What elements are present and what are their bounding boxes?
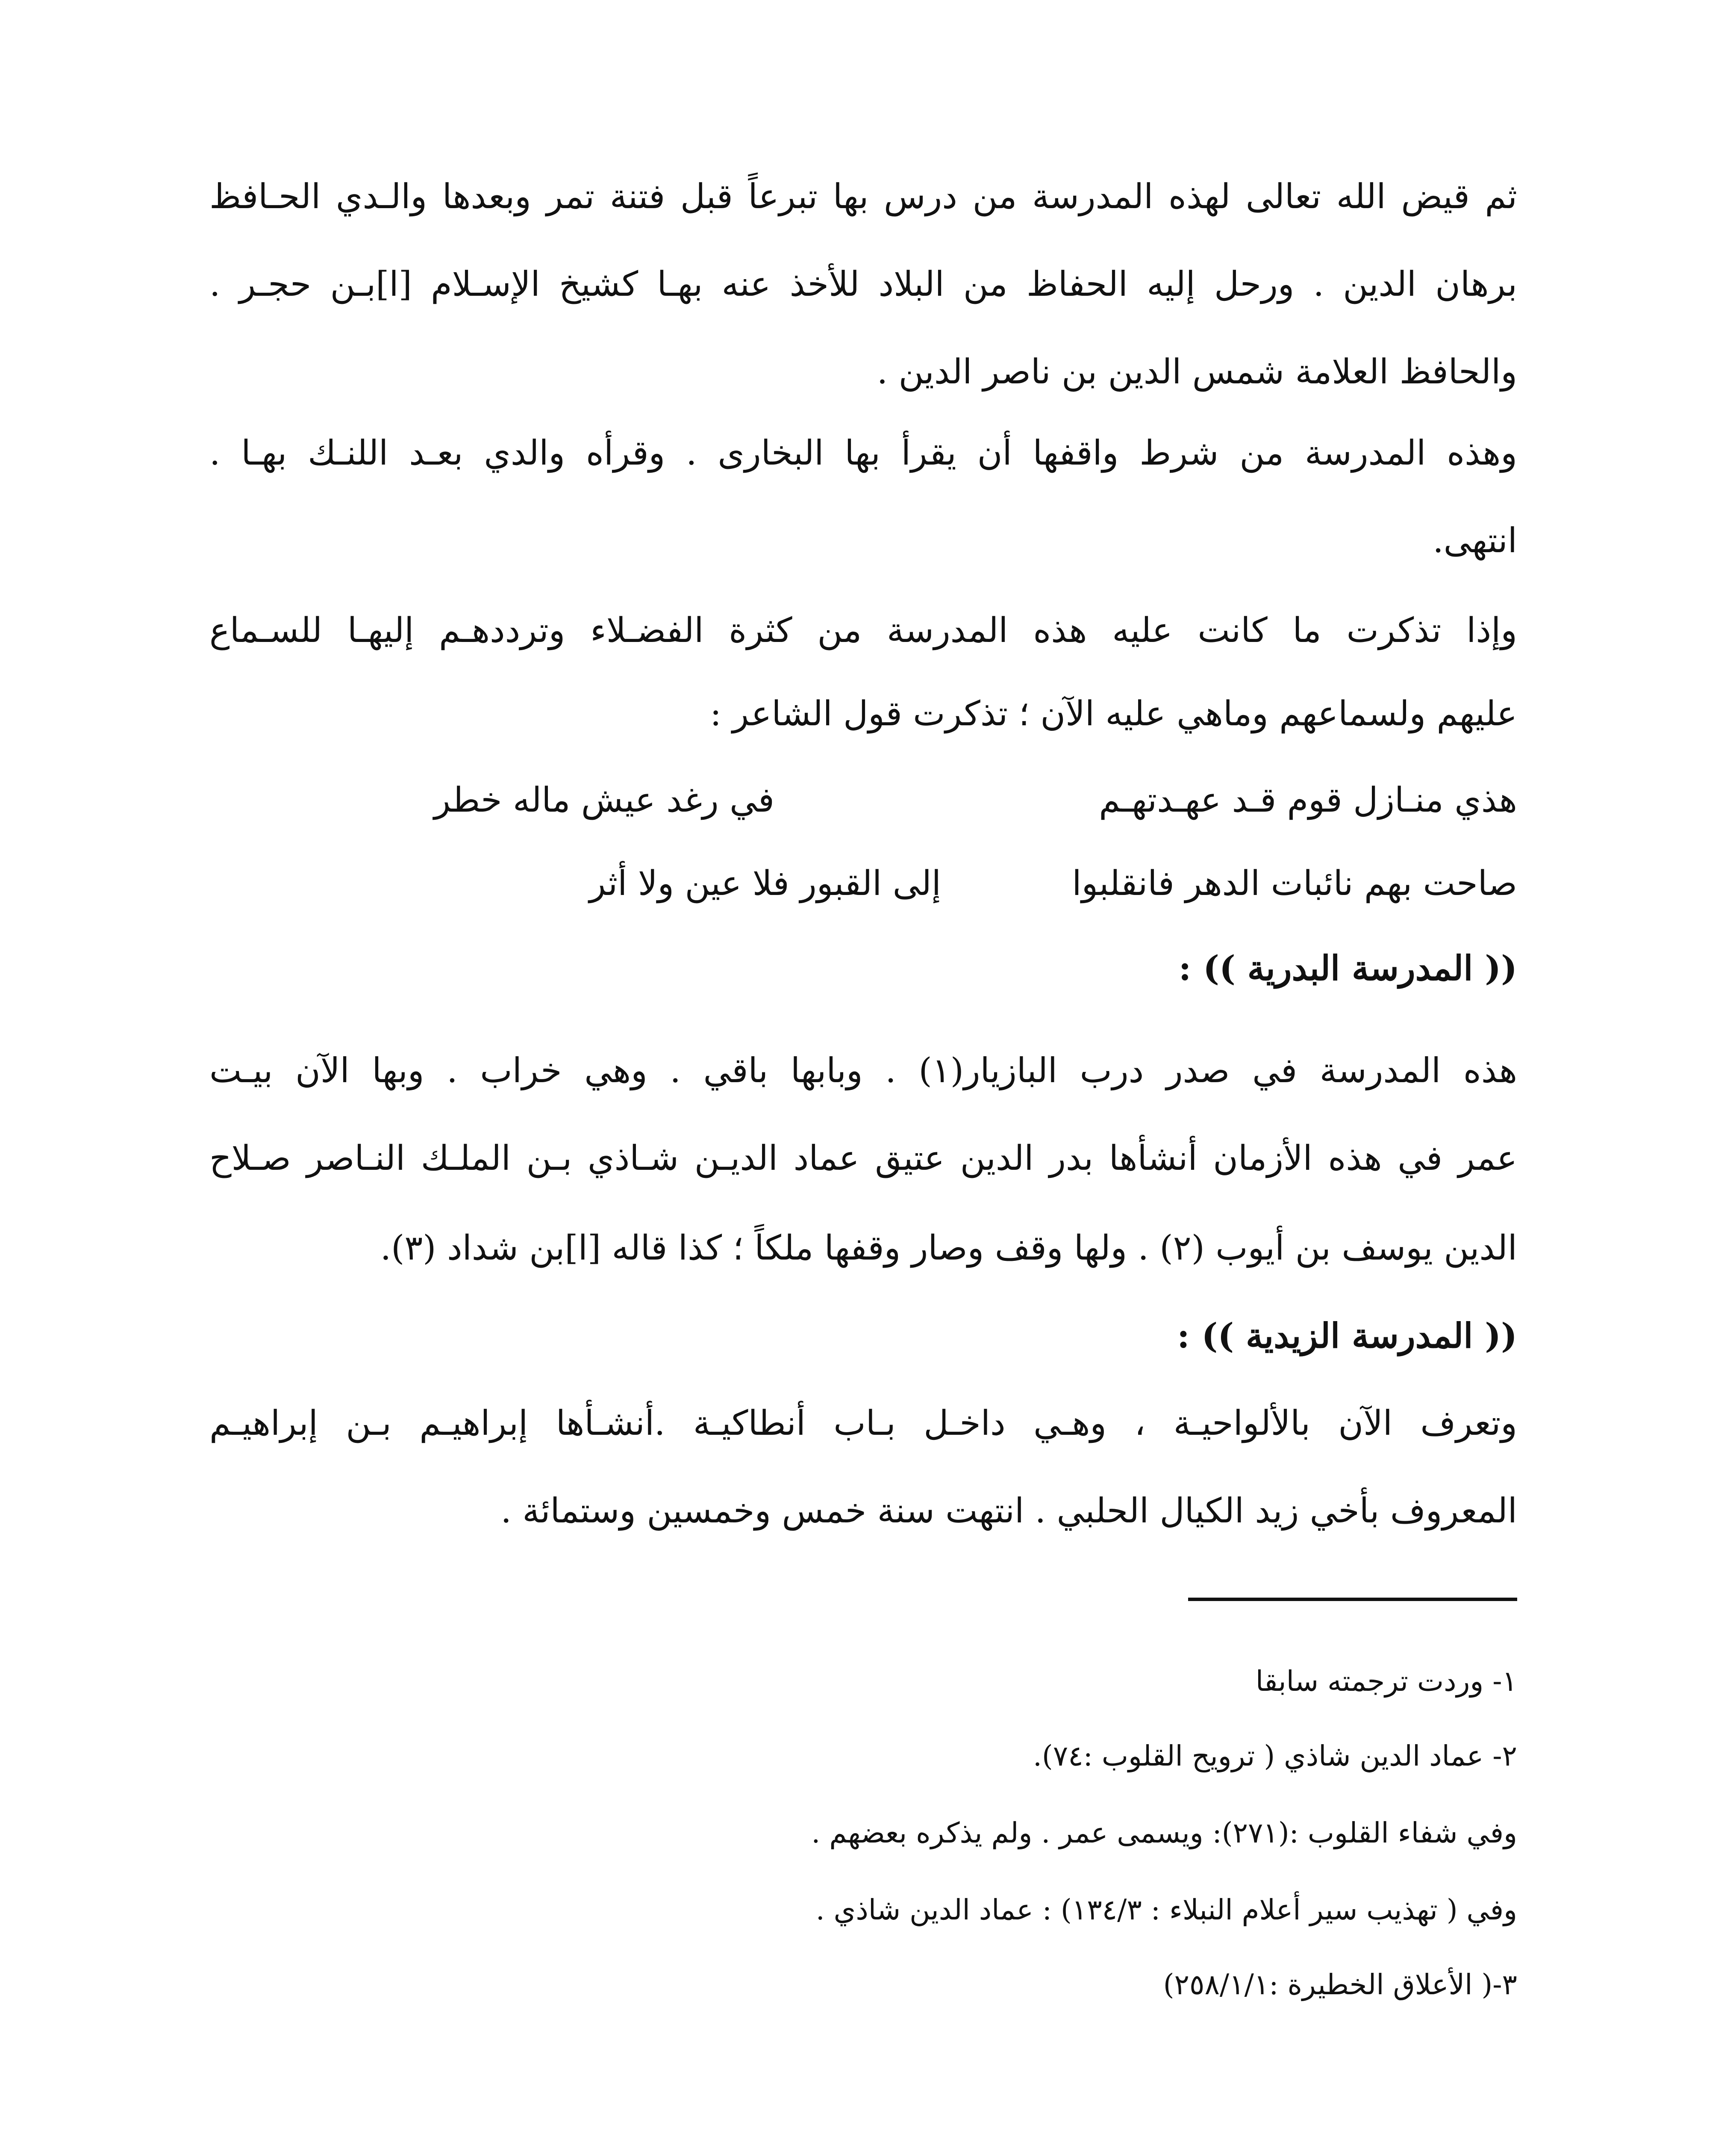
section-heading-zaydiya: (( المدرسة الزيدية )) : <box>1177 1316 1517 1356</box>
body-line-3: والحافظ العلامة شمس الدين بن ناصر الدين . <box>877 352 1517 391</box>
verse-1-first-hemistich: هذي منـازل قوم قـد عهـدتهـم <box>1099 780 1517 820</box>
section2-line-2: المعروف بأخي زيد الكيال الحلبي . انتهت سنة خمس وخمسين وستمائة . <box>500 1491 1517 1531</box>
footnote-2-continued-2: وفي ( تهذيب سير أعلام النبلاء : ١٣٤/٣) : عماد الدين شاذي . <box>815 1893 1517 1926</box>
section1-line-3: الدين يوسف بن أيوب (٢) . ولها وقف وصار وقفها ملكاً ؛ كذا قاله [ا]بن شداد (٣). <box>380 1228 1517 1268</box>
verse-2-second-hemistich: إلى القبور فلا عين ولا أثر <box>589 863 941 903</box>
section2-line-1: وتعرف الآن بالألواحيـة ، وهـي داخـل بـاب أنطاكيـة .أنشـأها إبراهيـم بـن إبراهيـم <box>209 1403 1517 1443</box>
section-heading-badriya: (( المدرسة البدرية )) : <box>1178 948 1517 988</box>
body-line-6: وإذا تذكرت ما كانت عليه هذه المدرسة من كثرة الفضـلاء وترددهـم إليهـا للسـماع <box>209 610 1517 650</box>
body-line-1: ثم قيض الله تعالى لهذه المدرسة من درس بها تبرعاً قبل فتنة تمر وبعدها والـدي الحـافظ <box>209 177 1517 216</box>
footnote-1: ١- وردت ترجمته سابقا <box>1255 1665 1517 1698</box>
section1-line-1: هذه المدرسة في صدر درب البازيار(١) . وبابها باقي . وهي خراب . وبها الآن بيـت <box>209 1051 1517 1090</box>
footnote-separator <box>1188 1598 1517 1601</box>
verse-1-second-hemistich: في رغد عيش ماله خطر <box>434 780 774 820</box>
footnote-2: ٢- عماد الدين شاذي ( ترويح القلوب :٧٤). <box>1033 1740 1517 1772</box>
body-line-5: انتهى. <box>1433 521 1517 560</box>
footnote-2-continued: وفي شفاء القلوب :(٢٧١): ويسمى عمر . ولم يذكره بعضهم . <box>811 1816 1517 1849</box>
footnote-3: ٣-( الأعلاق الخطيرة :٢٥٨/١/١) <box>1163 1968 1517 2001</box>
section1-line-2: عمر في هذه الأزمان أنشأها بدر الدين عتيق عماد الديـن شـاذي بـن الملـك النـاصر صـلاح <box>209 1138 1517 1178</box>
body-line-2: برهان الدين . ورحل إليه الحفاظ من البلاد للأخذ عنه بهـا كشيخ الإسـلام [ا]بـن حجـر . <box>209 264 1517 304</box>
body-line-7: عليهم ولسماعهم وماهي عليه الآن ؛ تذكرت قول الشاعر : <box>710 694 1517 733</box>
body-line-4: وهذه المدرسة من شرط واقفها أن يقرأ بها البخارى . وقرأه والدي بعـد اللنـك بهـا . <box>209 433 1517 473</box>
verse-2-first-hemistich: صاحت بهم نائبات الدهر فانقلبوا <box>1072 863 1517 903</box>
